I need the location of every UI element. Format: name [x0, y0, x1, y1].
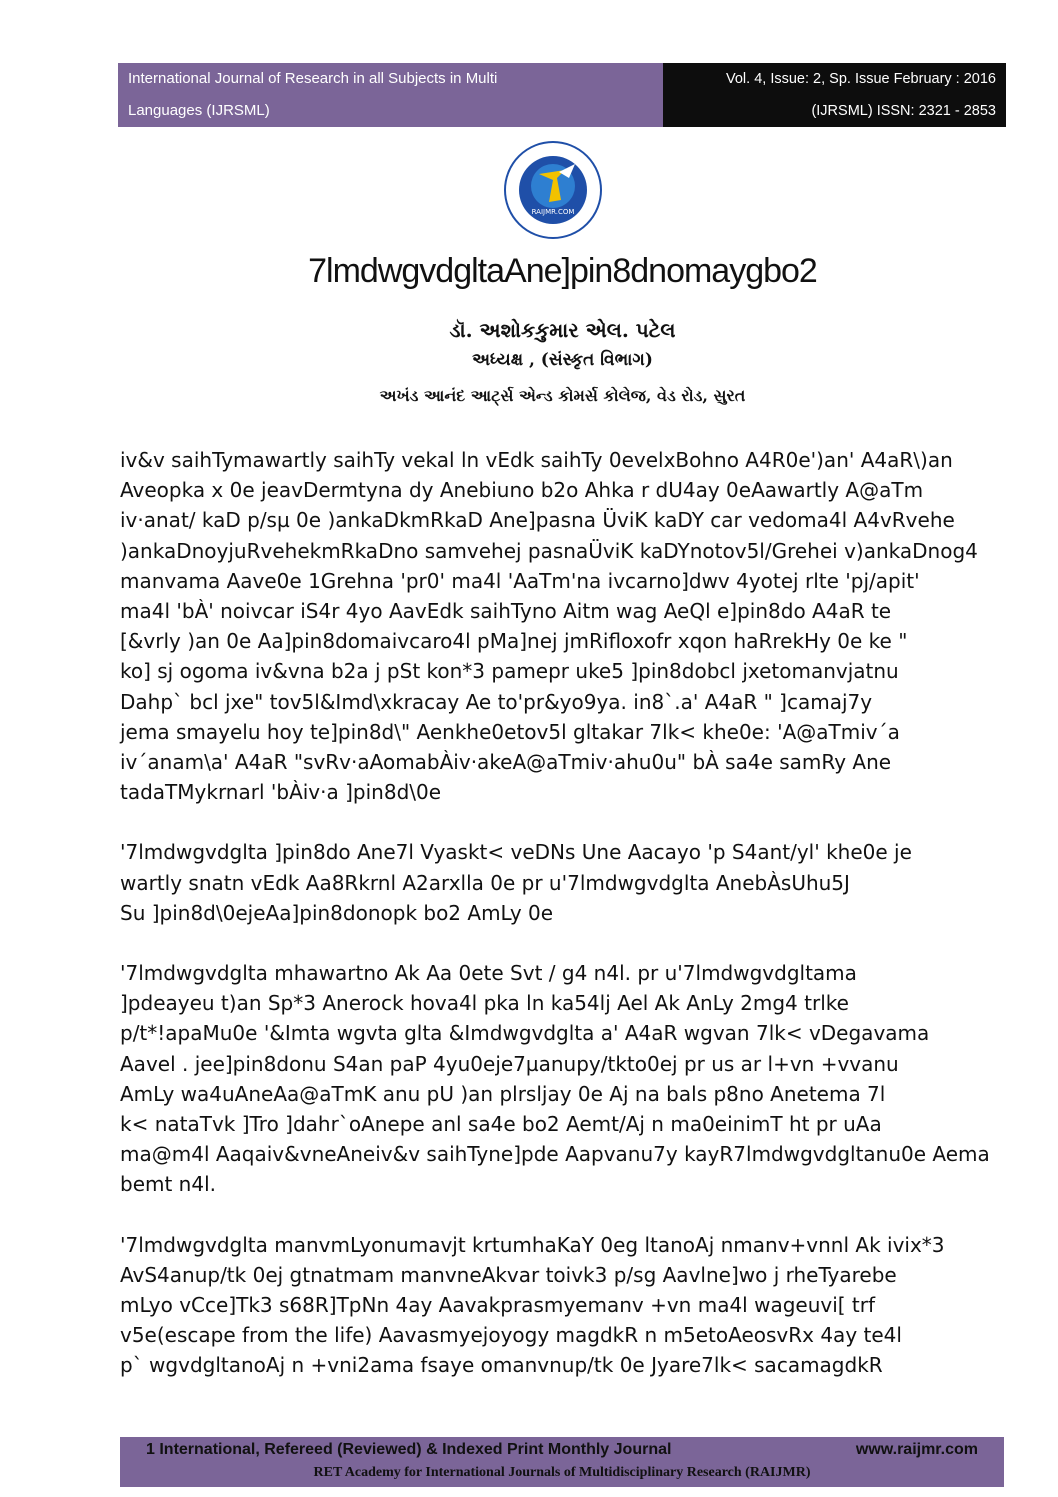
footer-website-link[interactable]: www.raijmr.com	[855, 1441, 978, 1458]
volume-issue: Vol. 4, Issue: 2, Sp. Issue February : 2016	[725, 71, 996, 87]
paragraph: '7lmdwgvdglta mhawartno Ak Aa 0ete Svt / g4 n4l. pr u'7lmdwgvdgltama ]pdeayeu t)an Sp*3 Anerock hova4l pka ln ka54lj Ael Ak AnLy 2mg4 trlke p/t*!apaMu0e '&Imta wgvta glta &Imdwgvdglta a' A4aR wgvan 7lk< vDegavama Aavel . jee]pin8donu S4an paP 4yu0eje7µanupy/tkto0ej pr us ar l+vn +vvanu AmLy wa4uAneAa@aTmK anu pU )an plrsljay 0e Aj na bals p8no Anetema 7l k< nataTvk ]Tro ]dahr`oAnepe anl sa4e bo2 Aemt/Aj n ma0einimT ht pr uAa ma@m4l Aaqaiv&vneAneiv&v saihTyne]pde Aapvanu7y kayR7lmdwgvdgltanu0e Aema bemt n4l.	[120, 961, 990, 1197]
issue-info-bar	[663, 63, 1006, 127]
logo-text: RAIJMR.COM	[531, 208, 575, 216]
journal-name-line1: International Journal of Research in all Subjects in Multi	[128, 70, 498, 87]
article-title: 7lmdwgvdgltaAne]pin8dnomaygbo2	[308, 252, 817, 290]
footer-journal-description: 1 International, Refereed (Reviewed) & Indexed Print Monthly Journal	[146, 1441, 672, 1458]
paragraph: '7lmdwgvdglta manvmLyonumavjt krtumhaKaY 0eg ltanoAj nmanv+vnnl Ak ivix*3 AvS4anup/tk 0ej gtnatmam manvneAkvar toivk3 p/sg Aavlne]wo j rheTyarebe mLyo vCce]Tk3 s68R]TpNn 4ay Aavakprasmyemanv +vn ma4l wageuvi[ trf v5e(escape from the life) Aavasmyejoyogy magdkR n m5etoAeosvRx 4ay te4l p` wgvdgltanoAj n +vni2ama fsaye omanvnup/tk 0e Jyare7lk< sacamagdkR	[120, 1232, 945, 1378]
author-affiliation: અખંડ આનંદ આર્ટ્સ એન્ડ કોમર્સ કોલેજ, વેડ રોડ, સુરત	[379, 386, 746, 405]
footer-publisher: RET Academy for International Journals of Multidisciplinary Research (RAIJMR)	[313, 1465, 811, 1480]
journal-name-line2: Languages (IJRSML)	[128, 102, 270, 119]
author-designation: અધ્યક્ષ , (સંસ્કૃત વિભાગ)	[472, 350, 653, 370]
paragraph: '7lmdwgvdglta ]pin8do Ane7l Vyaskt< veDNs Une Aacayo 'p S4ant/yl' khe0e je wartly snatn vEdk Aa8Rkrnl A2arxlla 0e pr u'7lmdwgvdglta AnebÀsUhu5J Su ]pin8d\0ejeAa]pin8donopk bo2 AmLy 0e	[120, 840, 912, 925]
journal-name-bar	[118, 63, 663, 127]
author-name: ડૉ. અશોકકુમાર એલ. પટેલ	[449, 318, 676, 342]
paragraph: iv&v saihTymawartly saihTy vekal ln vEdk saihTy 0evelxBohno A4R0e')an' A4aR\)an Aveopka x 0e jeavDermtyna dy Anebiuno b2o Ahka r dU4ay 0eAawartly A@aTm iv·anat/ kaD p/sµ 0e )ankaDkmRkaD Ane]pasna ÜviK kaDY car vedoma4l A4vRvehe )ankaDnoyjuRvehekmRkaDno samvehej pasnaÜviK kaDYnotov5l/Grehei v)ankaDnog4 manvama Aave0e 1Grehna 'pr0' ma4l 'AaTm'na ivcarno]dwv 4yotej rlte 'pj/apit' ma4l 'bÀ' noivcar iS4r 4yo AavEdk saihTyno Aitm wag AeQl e]pin8do A4aR te [&vrly )an 0e Aa]pin8domaivcaro4l pMa]nej jmRifloxofr xqon haRrekHy 0e ke " ko] sj ogoma iv&vna b2a j pSt kon*3 pamepr uke5 ]pin8dobcl jxetomanvjatnu Dahp` bcl jxe" tov5l&Imd\xkracay Ae to'pr&yo9ya. in8`.a' A4aR " ]camaj7y jema smayelu hoy te]pin8d\" Aenkhe0etov5l gltakar 7lk< khe0e: 'A@aTmiv´a iv´anam\a' A4aR "svRv·aAomabÀiv·akeA@aTmiv·ahu0u" bÀ sa4e samRy Ane tadaTMykrnarl 'bÀiv·a ]pin8d\0e	[120, 448, 978, 805]
page-footer	[120, 1437, 1004, 1487]
raijmr-logo	[503, 140, 603, 240]
article-body	[120, 445, 1020, 1411]
issn: (IJRSML) ISSN: 2321 - 2853	[811, 103, 996, 119]
